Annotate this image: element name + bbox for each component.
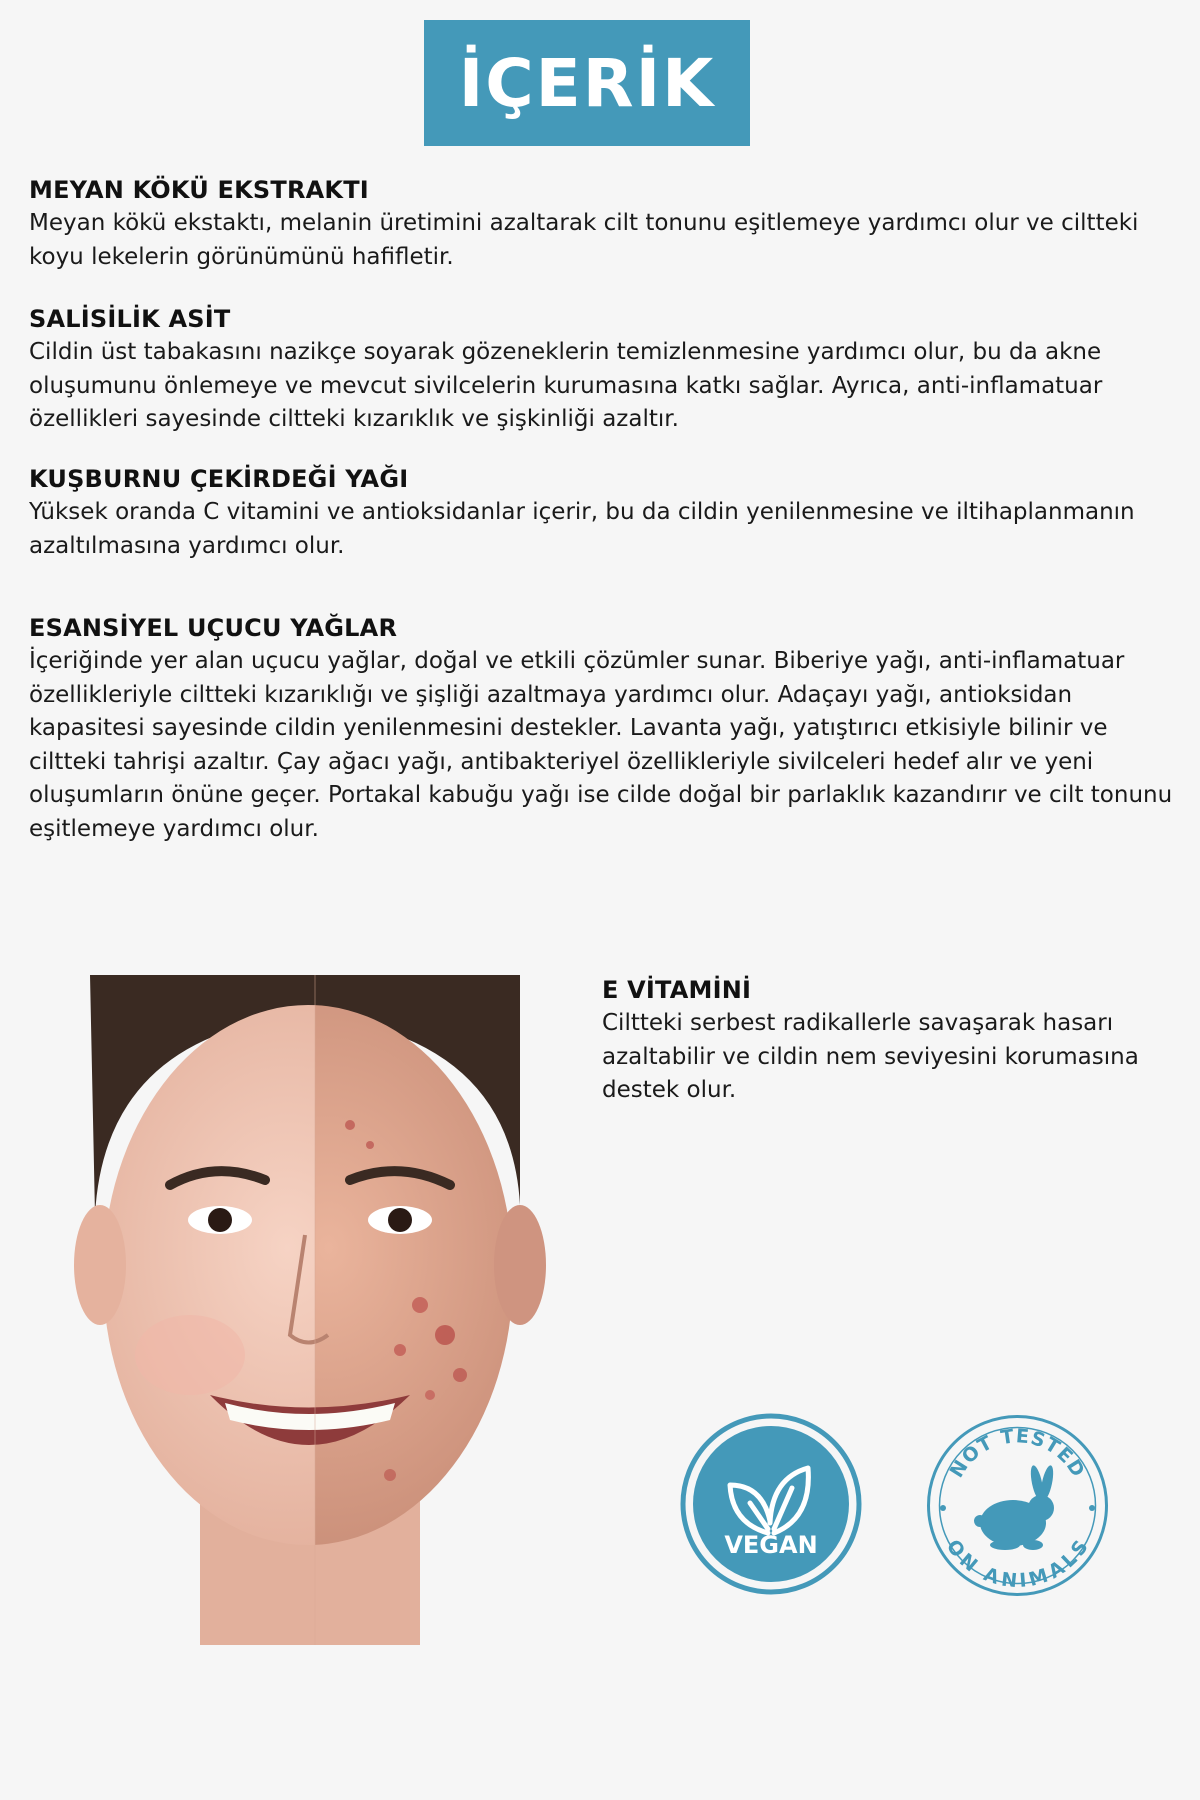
rabbit-icon (974, 1464, 1056, 1550)
ingredient-title: E VİTAMİNİ (602, 976, 752, 1004)
ingredient-title: MEYAN KÖKÜ EKSTRAKTI (29, 176, 369, 204)
ingredient-description: İçeriğinde yer alan uçucu yağlar, doğal ve etkili çözümler sunar. Biberiye yağı, anti-inflamatuar özellikleriyle ciltteki kızarıklığı ve şişliği azaltmaya yardımcı olur. Adaçayı yağı, antioksidan kapasitesi sayesinde cildin yenilenmesini destekler. Lavanta yağı, yatıştırıcı etkisiyle bilinir ve ciltteki tahrişi azaltır. Çay ağacı yağı, antibakteriyel özellikleriyle sivilceleri hedef alır ve yeni oluşumların önüne geçer. Portakal kabuğu yağı ise cilde doğal bir parlaklık kazandırır ve cilt tonunu eşitlemeye yardımcı olur. (29, 648, 1173, 842)
ingredient-section-salicylic-acid (29, 304, 1179, 437)
vegan-label: VEGAN (724, 1531, 818, 1559)
ingredient-title: SALİSİLİK ASİT (29, 305, 231, 333)
ingredient-description: Meyan kökü ekstaktı, melanin üretimini azaltarak cilt tonunu eşitlemeye yardımcı olur ve ciltteki koyu lekelerin görünümünü hafifletir. (29, 210, 1139, 270)
ingredient-description: Yüksek oranda C vitamini ve antioksidanlar içerir, bu da cildin yenilenmesine ve iltihaplanmanın azaltılmasına yardımcı olur. (29, 499, 1135, 559)
ingredient-description: Ciltteki serbest radikallerle savaşarak hasarı azaltabilir ve cildin nem seviyesini korumasına destek olur. (602, 1010, 1139, 1103)
ingredient-description: Cildin üst tabakasını nazikçe soyarak gözeneklerin temizlenmesine yardımcı olur, bu da akne oluşumunu önlemeye ve mevcut sivilcelerin kurumasına katkı sağlar. Ayrıca, anti-inflamatuar özellikleri sayesinde ciltteki kızarıklık ve şişkinliği azaltır. (29, 339, 1103, 432)
vegan-badge (680, 1413, 862, 1595)
ingredient-section-rosehip-oil (29, 464, 1179, 563)
top-arc-text: NOT TESTED (945, 1425, 1090, 1482)
ingredient-title: ESANSİYEL UÇUCU YAĞLAR (29, 614, 398, 642)
page-title-banner (424, 20, 750, 146)
before-after-face-image (50, 975, 560, 1645)
ingredient-section-essential-oils (29, 613, 1179, 846)
page-title: İÇERİK (458, 44, 716, 122)
ingredient-section-vitamin-e (602, 975, 1162, 1108)
bottom-arc-text: ON ANIMALS (942, 1535, 1093, 1592)
not-tested-on-animals-badge (925, 1413, 1110, 1598)
ingredient-section-licorice (29, 175, 1179, 274)
ingredient-title: KUŞBURNU ÇEKİRDEĞİ YAĞI (29, 465, 409, 493)
